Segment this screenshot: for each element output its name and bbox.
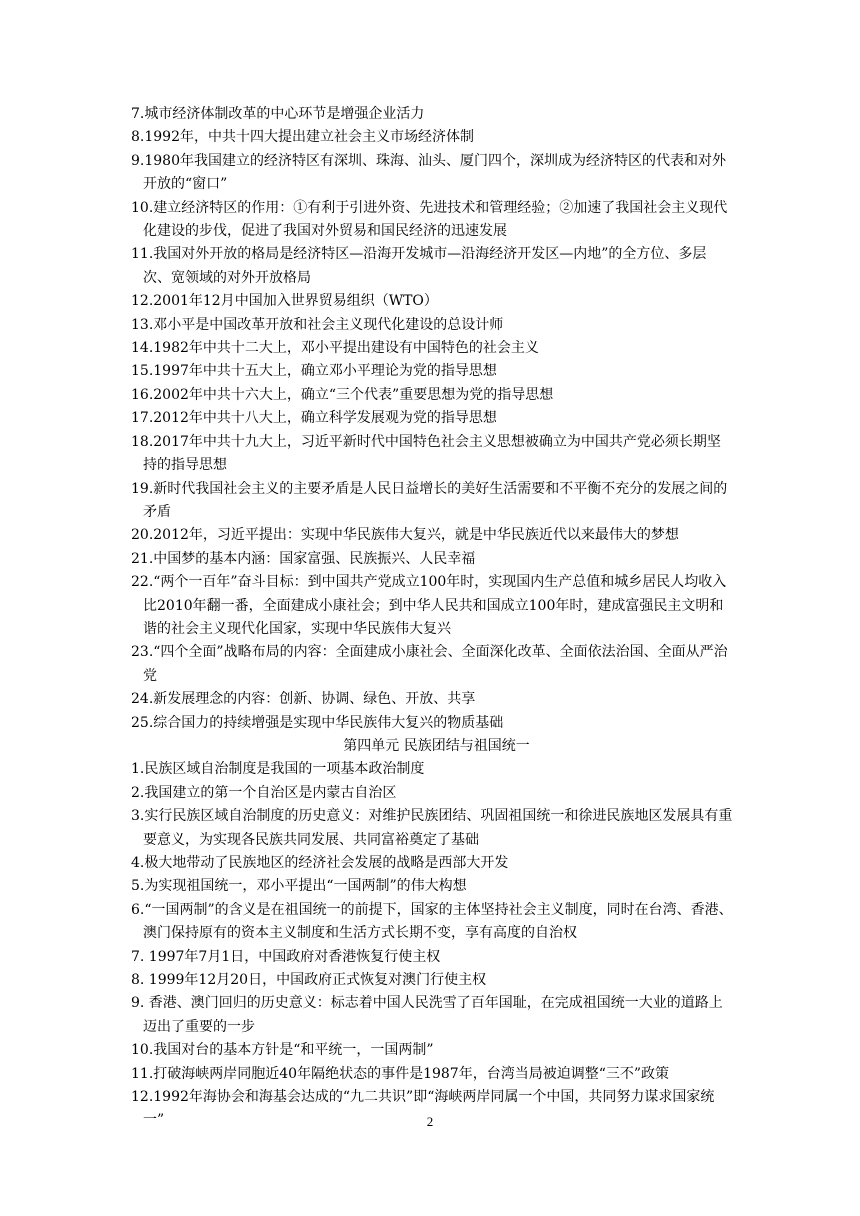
list-item: 17.2012年中共十八大上，确立科学发展观为党的指导思想 [131, 410, 497, 427]
list-item: 8. 1999年12月20日，中国政府正式恢复对澳门行使主权 [131, 972, 487, 989]
list-item: 9. 香港、澳门回归的历史意义：标志着中国人民洗雪了百年国耻，在完成祖国统一大业的道路上迈出了重要的一步 [131, 995, 723, 1035]
list-item: 24.新发展理念的内容：创新、协调、绿色、开放、共享 [131, 691, 476, 708]
list-item: 2.我国建立的第一个自治区是内蒙古自治区 [131, 784, 397, 801]
list-item: 6.“一国两制”的含义是在祖国统一的前提下，国家的主体坚持社会主义制度，同时在台湾、香港、澳门保持原有的资本主义制度和生活方式长期不变，享有高度的自治权 [131, 901, 733, 942]
list-item: 18.2017年中共十九大上，习近平新时代中国特色社会主义思想被确立为中国共产党必须长期坚持的指导思想 [131, 433, 721, 474]
list-item: 4.极大地带动了民族地区的经济社会发展的战略是西部大开发 [131, 855, 509, 871]
list-item: 23.“四个全面”战略布局的内容：全面建成小康社会、全面深化改革、全面依法治国、全面从严治党 [131, 644, 728, 684]
item-list-after [131, 758, 734, 1133]
list-item: 20.2012年，习近平提出：实现中华民族伟大复兴，就是中华民族近代以来最伟大的梦想 [131, 527, 679, 544]
list-item: 10.建立经济特区的作用：①有利于引进外资、先进技术和管理经验；②加速了我国社会主义现代化建设的步伐，促进了我国对外贸易和国民经济的迅速发展 [131, 199, 728, 240]
list-item: 7. 1997年7月1日，中国政府对香港恢复行使主权 [131, 948, 441, 965]
list-item: 1.民族区域自治制度是我国的一项基本政治制度 [131, 761, 425, 778]
list-item: 10.我国对台的基本方针是“和平统一，一国两制” [131, 1042, 434, 1059]
list-item: 15.1997年中共十五大上，确立邓小平理论为党的指导思想 [131, 363, 497, 380]
list-item: 9.1980年我国建立的经济特区有深圳、珠海、汕头、厦门四个，深圳成为经济特区的代表和对外开放的“窗口” [131, 152, 726, 193]
list-item: 3.实行民族区域自治制度的历史意义：对维护民族团结、巩固祖国统一和徐进民族地区发展具有重要意义，为实现各民族共同发展、共同富裕奠定了基础 [131, 808, 733, 848]
list-item: 11.打破海峡两岸同胞近40年隔绝状态的事件是1987年，台湾当局被迫调整“三不”政策 [131, 1065, 670, 1082]
list-item: 14.1982年中共十二大上，邓小平提出建设有中国特色的社会主义 [131, 340, 539, 357]
list-item: 25.综合国力的持续增强是实现中华民族伟大复兴的物质基础 [131, 714, 504, 731]
page-number: 2 [426, 1114, 434, 1129]
list-item: 16.2002年中共十六大上，确立“三个代表”重要思想为党的指导思想 [131, 386, 554, 403]
list-item: 22.“两个一百年”奋斗目标：到中国共产党成立100年时，实现国内生产总值和城乡居民人均收入比2010年翻一番，全面建成小康社会；到中华人民共和国成立100年时，建成富强民主文明和谐的社会主义现代化国家，实现中华民族伟大复兴 [131, 574, 727, 637]
list-item: 12.2001年12月中国加入世界贸易组织（WTO） [131, 293, 438, 310]
list-item: 19.新时代我国社会主义的主要矛盾是人民日益增长的美好生活需要和不平衡不充分的发展之间的矛盾 [131, 480, 728, 520]
list-item: 11.我国对外开放的格局是经济特区—沿海开发城市—沿海经济开发区—内地”的全方位、多层次、宽领域的对外开放格局 [131, 246, 707, 286]
list-item: 12.1992年海协会和海基会达成的“九二共识”即“海峡两岸同属一个中国，共同努力谋求国家统一” [131, 1089, 715, 1129]
list-item: 7.城市经济体制改革的中心环节是增强企业活力 [131, 106, 425, 122]
list-item: 5.为实现祖国统一，邓小平提出“一国两制”的伟大构想 [131, 878, 467, 895]
unit-heading: 第四单元 民族团结与祖国统一 [343, 737, 530, 754]
document-body [131, 103, 734, 1133]
item-list-before [131, 103, 734, 735]
list-item: 21.中国梦的基本内涵：国家富强、民族振兴、人民幸福 [131, 550, 476, 567]
list-item: 13.邓小平是中国改革开放和社会主义现代化建设的总设计师 [131, 316, 504, 333]
list-item: 8.1992年，中共十四大提出建立社会主义市场经济体制 [131, 129, 474, 146]
